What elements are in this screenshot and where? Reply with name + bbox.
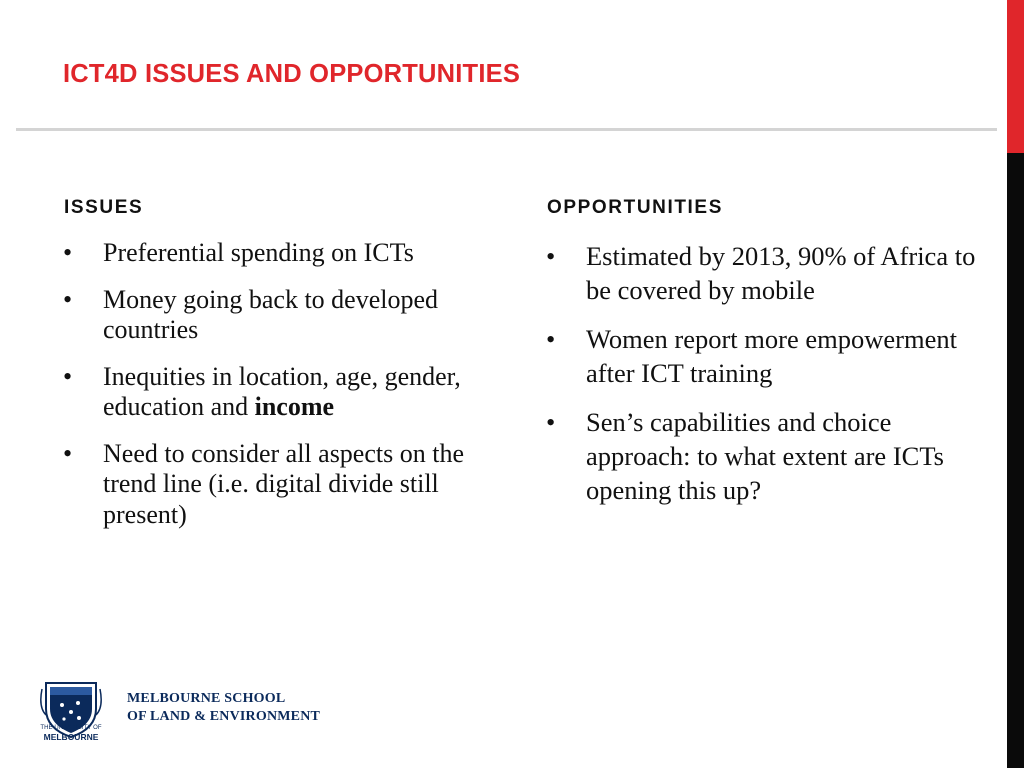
opportunities-list	[546, 239, 986, 522]
side-accent-bar-red	[1007, 0, 1024, 153]
list-item	[63, 285, 483, 346]
school-name-line1: MELBOURNE SCHOOL	[127, 691, 286, 706]
bullet-icon: •	[63, 361, 73, 391]
title-divider	[16, 128, 997, 131]
list-item-text: Women report more empowerment after ICT training	[586, 324, 957, 388]
bullet-icon: •	[63, 284, 73, 314]
list-item	[63, 439, 483, 531]
list-item	[63, 238, 483, 269]
list-item-bold-text: income	[254, 392, 335, 421]
list-item	[546, 239, 986, 307]
list-item	[546, 322, 986, 390]
list-item-text: Preferential spending on ICTs	[103, 238, 414, 267]
crest-caption-line2: MELBOURNE	[43, 732, 99, 742]
crest-caption-line1: THE UNIVERSITY OF	[40, 725, 102, 731]
list-item-text: Estimated by 2013, 90% of Africa to be covered by mobile	[586, 241, 976, 305]
school-wordmark	[127, 690, 320, 726]
slide-title: ICT4D ISSUES AND OPPORTUNITIES	[63, 60, 521, 88]
bullet-icon: •	[546, 241, 556, 271]
list-item-text: Sen’s capabilities and choice approach: to what extent are ICTs opening this up?	[586, 407, 944, 505]
issues-heading: ISSUES	[64, 197, 144, 218]
bullet-icon: •	[63, 438, 73, 468]
list-item-text: Need to consider all aspects on the trend line (i.e. digital divide still present)	[103, 438, 464, 529]
list-item-text: Inequities in location, age, gender, education and	[103, 361, 461, 421]
bullet-icon: •	[63, 238, 73, 267]
list-item	[63, 362, 483, 423]
crest-caption	[36, 724, 106, 743]
side-accent-bar-black	[1007, 153, 1024, 768]
bullet-icon: •	[546, 324, 556, 354]
list-item-text: Money going back to developed countries	[103, 284, 439, 344]
bullet-icon: •	[546, 407, 556, 437]
school-name-line2: OF LAND & ENVIRONMENT	[127, 709, 321, 724]
issues-list	[63, 238, 483, 546]
opportunities-heading: OPPORTUNITIES	[547, 197, 723, 218]
list-item	[546, 405, 986, 507]
